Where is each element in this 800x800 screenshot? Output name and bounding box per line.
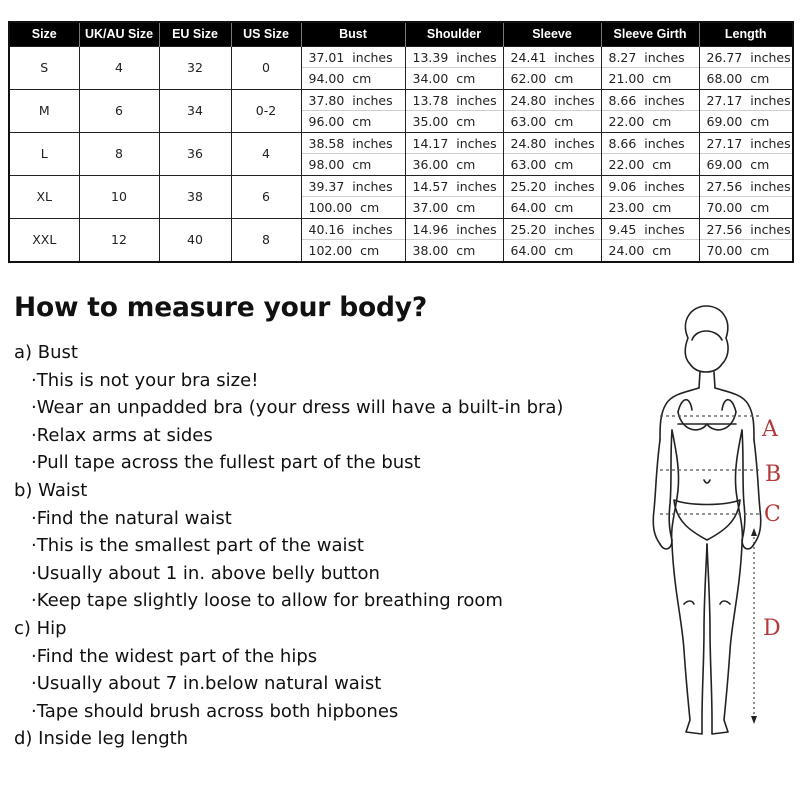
bust-cell — [301, 89, 405, 132]
length-cm: 70.00 cm — [706, 199, 770, 215]
shoulder-cell — [405, 218, 503, 262]
bust-cell — [301, 46, 405, 89]
inside-leg-marker-label: D — [763, 616, 781, 641]
sleeve-girth-inches: 9.06 inches — [602, 176, 699, 197]
column-header: UK/AU Size — [79, 22, 159, 46]
size-table-body — [9, 46, 793, 262]
length-inches: 27.56 inches — [700, 219, 793, 240]
length-cell — [699, 132, 793, 175]
column-header: Length — [699, 22, 793, 46]
table-row — [9, 218, 793, 262]
bust-inches: 37.01 inches — [302, 47, 405, 68]
sleeve-cell — [503, 175, 601, 218]
shoulder-cm: 36.00 cm — [412, 156, 476, 172]
length-cell — [699, 46, 793, 89]
sleeve-cell — [503, 46, 601, 89]
table-row — [9, 46, 793, 89]
column-header: US Size — [231, 22, 301, 46]
shoulder-cell — [405, 46, 503, 89]
section-heading: d) Inside leg length — [14, 728, 189, 750]
instruction-item: ·This is not your bra size! — [31, 369, 259, 391]
instruction-item: ·Pull tape across the fullest part of the bust — [31, 452, 421, 474]
bust-cell — [301, 175, 405, 218]
bust-inches: 38.58 inches — [302, 133, 405, 154]
uk-au-size-cell: 6 — [79, 89, 159, 132]
hip-marker-label: C — [764, 502, 781, 527]
sleeve-inches: 25.20 inches — [504, 219, 601, 240]
section-heading: b) Waist — [14, 479, 88, 501]
length-inches: 27.17 inches — [700, 133, 793, 154]
size-cell: S — [9, 46, 79, 89]
us-size-cell: 0 — [231, 46, 301, 89]
length-inches: 27.17 inches — [700, 90, 793, 111]
sleeve-inches: 24.80 inches — [504, 133, 601, 154]
shoulder-cell — [405, 132, 503, 175]
column-header: Shoulder — [405, 22, 503, 46]
bust-cm: 102.00 cm — [308, 242, 380, 258]
size-chart-table — [8, 21, 794, 263]
eu-size-cell: 34 — [159, 89, 231, 132]
waist-marker-label: B — [765, 462, 782, 487]
sleeve-cm: 64.00 cm — [510, 242, 574, 258]
bust-marker-label: A — [762, 417, 778, 442]
instruction-item: ·Keep tape slightly loose to allow for breathing room — [31, 590, 503, 612]
sleeve-cm: 64.00 cm — [510, 199, 574, 215]
bust-inches: 37.80 inches — [302, 90, 405, 111]
instruction-item: ·Tape should brush across both hipbones — [31, 700, 399, 722]
shoulder-inches: 14.17 inches — [406, 133, 503, 154]
eu-size-cell: 38 — [159, 175, 231, 218]
bust-cell — [301, 218, 405, 262]
column-header: Sleeve Girth — [601, 22, 699, 46]
table-row — [9, 89, 793, 132]
shoulder-cm: 38.00 cm — [412, 242, 476, 258]
length-cm: 69.00 cm — [706, 156, 770, 172]
sleeve-girth-cell — [601, 46, 699, 89]
uk-au-size-cell: 4 — [79, 46, 159, 89]
bust-cm: 98.00 cm — [308, 156, 372, 172]
bust-cm: 94.00 cm — [308, 70, 372, 86]
table-row — [9, 132, 793, 175]
length-inches: 27.56 inches — [700, 176, 793, 197]
sleeve-girth-inches: 8.27 inches — [602, 47, 699, 68]
bust-cm: 100.00 cm — [308, 199, 380, 215]
us-size-cell: 0-2 — [231, 89, 301, 132]
column-header: EU Size — [159, 22, 231, 46]
shoulder-inches: 14.57 inches — [406, 176, 503, 197]
length-cell — [699, 89, 793, 132]
sleeve-cm: 62.00 cm — [510, 70, 574, 86]
instruction-item: ·This is the smallest part of the waist — [31, 535, 364, 557]
body-measurement-figure — [620, 300, 800, 750]
sleeve-girth-cm: 23.00 cm — [608, 199, 672, 215]
size-cell: XXL — [9, 218, 79, 262]
shoulder-inches: 14.96 inches — [406, 219, 503, 240]
column-header: Size — [9, 22, 79, 46]
us-size-cell: 8 — [231, 218, 301, 262]
size-cell: XL — [9, 175, 79, 218]
column-header: Sleeve — [503, 22, 601, 46]
length-inches: 26.77 inches — [700, 47, 793, 68]
sleeve-girth-cell — [601, 175, 699, 218]
sleeve-cell — [503, 89, 601, 132]
eu-size-cell: 36 — [159, 132, 231, 175]
uk-au-size-cell: 10 — [79, 175, 159, 218]
measurement-instructions — [14, 339, 634, 753]
eu-size-cell: 32 — [159, 46, 231, 89]
shoulder-inches: 13.78 inches — [406, 90, 503, 111]
sleeve-girth-cell — [601, 89, 699, 132]
shoulder-cm: 35.00 cm — [412, 113, 476, 129]
uk-au-size-cell: 12 — [79, 218, 159, 262]
sleeve-girth-cm: 21.00 cm — [608, 70, 672, 86]
shoulder-cell — [405, 89, 503, 132]
shoulder-cm: 37.00 cm — [412, 199, 476, 215]
table-row — [9, 175, 793, 218]
length-cell — [699, 175, 793, 218]
shoulder-inches: 13.39 inches — [406, 47, 503, 68]
sleeve-inches: 24.41 inches — [504, 47, 601, 68]
sleeve-cell — [503, 132, 601, 175]
sleeve-girth-inches: 8.66 inches — [602, 90, 699, 111]
length-cm: 70.00 cm — [706, 242, 770, 258]
column-header: Bust — [301, 22, 405, 46]
sleeve-girth-cell — [601, 218, 699, 262]
instruction-item: ·Usually about 1 in. above belly button — [31, 562, 380, 584]
sleeve-girth-inches: 9.45 inches — [602, 219, 699, 240]
length-cm: 68.00 cm — [706, 70, 770, 86]
sleeve-girth-cm: 22.00 cm — [608, 156, 672, 172]
sleeve-cm: 63.00 cm — [510, 156, 574, 172]
instruction-item: ·Usually about 7 in.below natural waist — [31, 673, 382, 695]
sleeve-girth-inches: 8.66 inches — [602, 133, 699, 154]
section-heading: c) Hip — [14, 617, 67, 639]
bust-cm: 96.00 cm — [308, 113, 372, 129]
us-size-cell: 6 — [231, 175, 301, 218]
bust-inches: 39.37 inches — [302, 176, 405, 197]
length-cell — [699, 218, 793, 262]
us-size-cell: 4 — [231, 132, 301, 175]
instruction-item: ·Wear an unpadded bra (your dress will have a built-in bra) — [31, 397, 564, 419]
shoulder-cell — [405, 175, 503, 218]
length-cm: 69.00 cm — [706, 113, 770, 129]
section-heading: a) Bust — [14, 342, 78, 363]
eu-size-cell: 40 — [159, 218, 231, 262]
shoulder-cm: 34.00 cm — [412, 70, 476, 86]
sleeve-cm: 63.00 cm — [510, 113, 574, 129]
instruction-item: ·Find the widest part of the hips — [31, 645, 318, 667]
sleeve-girth-cm: 22.00 cm — [608, 113, 672, 129]
sleeve-girth-cm: 24.00 cm — [608, 242, 672, 258]
page-title: How to measure your body? — [14, 292, 427, 323]
uk-au-size-cell: 8 — [79, 132, 159, 175]
table-header-row — [9, 22, 793, 46]
instruction-item: ·Find the natural waist — [31, 507, 232, 529]
size-cell: M — [9, 89, 79, 132]
bust-inches: 40.16 inches — [302, 219, 405, 240]
size-cell: L — [9, 132, 79, 175]
sleeve-girth-cell — [601, 132, 699, 175]
sleeve-inches: 25.20 inches — [504, 176, 601, 197]
sleeve-cell — [503, 218, 601, 262]
instruction-item: ·Relax arms at sides — [31, 424, 213, 446]
sleeve-inches: 24.80 inches — [504, 90, 601, 111]
bust-cell — [301, 132, 405, 175]
